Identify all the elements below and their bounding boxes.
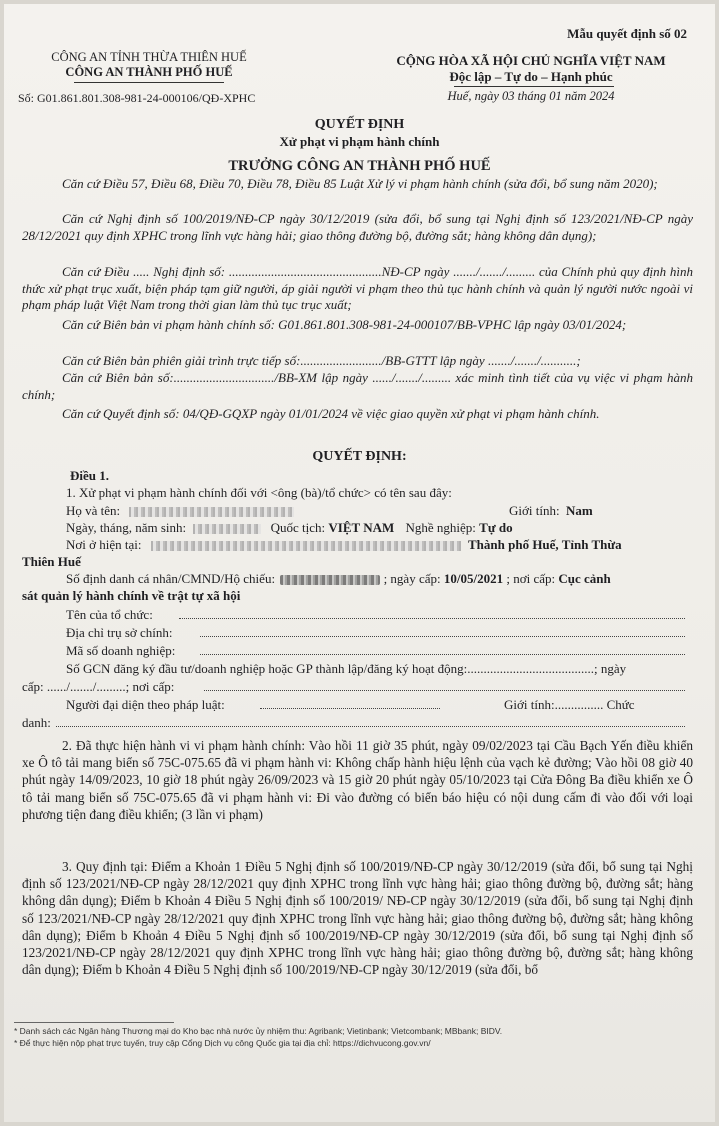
item1-intro: 1. Xử phạt vi phạm hành chính đối với <ông (bà)/tổ chức> có tên sau đây: [66, 485, 452, 500]
org-address-label: Địa chỉ trụ sở chính: [66, 625, 173, 640]
id-issue-date: 10/05/2021 [443, 571, 504, 586]
org-gcn-blank [204, 690, 685, 691]
redacted-address [151, 541, 461, 551]
gender-value: Nam [566, 503, 593, 518]
rep-gender: Giới tính:............... Chức [504, 697, 635, 712]
id-row [66, 571, 691, 588]
address-value: Thành phố Huế, Tỉnh Thừa [468, 537, 622, 552]
org-name-label: Tên của tổ chức: [66, 607, 153, 622]
country-name: CỘNG HÒA XÃ HỘI CHỦ NGHĨA VIỆT NAM [396, 53, 666, 68]
issuing-authority: TRƯỞNG CÔNG AN THÀNH PHỐ HUẾ [228, 158, 491, 174]
preamble-6: Căn cứ Biên bản số:.............................../BB-XM lập ngày ....../......./......... xác minh tình tiết của vụ việc vi phạm hành chính; [22, 370, 693, 402]
rep-label: Người đại diện theo pháp luật: [66, 697, 225, 712]
org-code-label: Mã số doanh nghiệp: [66, 643, 176, 658]
job-label: Nghề nghiệp: [405, 520, 476, 535]
gender-label: Giới tính: [509, 503, 560, 518]
org-address-blank [200, 636, 685, 637]
preamble-4: Căn cứ Biên bản vi phạm hành chính số: G01.861.801.308-981-24-000107/BB-VPHC lập ngày 03/01/2024; [62, 317, 627, 332]
violation-description: 2. Đã thực hiện hành vi vi phạm hành chính: Vào hồi 11 giờ 35 phút, ngày 09/02/2023 tại Cầu Bạch Yến điều khiển xe Ô tô tải mang biển số 75C-075.65 đã vi phạm hành vi: Không chấp hành hiệu lệnh của vạch kẻ đường; Vào hồi 08 giờ 40 phút ngày 14/09/2023, 10 giờ 18 phút ngày 26/09/2023 và 15 giờ 20 phút ngày 05/10/2023 tại Cửa Đông Ba điều khiển xe Ô tô tải mang biển số 75C-075.65 đã vi phạm hành vi: Đi vào đường có biển báo hiệu có nội dung cấm đi vào đối với loại phương tiện đang điều khiển; (3 lần vi phạm) [22, 738, 693, 822]
form-number: Mẫu quyết định số 02 [567, 26, 687, 41]
org-code-blank [200, 654, 685, 655]
legal-basis: 3. Quy định tại: Điểm a Khoản 1 Điều 5 Nghị định số 100/2019/NĐ-CP ngày 30/12/2019 (sửa đổi, bổ sung tại Nghị định số 123/2021/NĐ-CP ngày 28/12/2021 quy định XPHC trong lĩnh vực hàng hải; giao thông đường bộ, đường sắt; hàng không dân dụng); Điểm b Khoản 4 Điều 5 Nghị định số 100/2019/ NĐ-CP ngày 30/12/2019 (sửa đổi, bổ sung tại Nghị định số 123/2021/NĐ-CP ngày 28/12/2021 quy định XPHC trong lĩnh vực hàng hải; giao thông đường bộ, đường sắt; hàng không dân dụng); Điểm b Khoản 4 Điều 5 Nghị định số 100/2019/NĐ-CP ngày 30/12/2019 (sửa đổi, bổ sung tại Nghị định số 123/2021/NĐ-CP ngày 28/12/2021 quy định XPHC trong lĩnh vực hàng hải; giao thông đường bộ, đường sắt; hàng không dân dụng); Điểm b Khoản 4 Điều 5 Nghị định số 100/2019/NĐ-CP ngày 30/12/2019 (sửa đổi, bổ [22, 859, 693, 978]
preamble-3: Căn cứ Điều ..... Nghị định số: ...............................................NĐ-CP ngày ......./......./......... của Chính phủ quy định hình thức xử phạt trục xuất, biện pháp tạm giữ người, áp giải người vi phạm theo thủ tục hành chính và quản lý người nước ngoài vi phạm pháp luật Việt Nam trong thời gian làm thủ tục trục xuất; [22, 264, 693, 313]
address-value-2: Thiên Huế [22, 554, 81, 569]
document-page [4, 4, 715, 1122]
org-gcn-row-2 [22, 679, 691, 696]
dob-row [66, 520, 691, 537]
redacted-id [280, 575, 380, 585]
agency-name: CÔNG AN THÀNH PHỐ HUẾ [65, 65, 233, 79]
rep-blank [260, 708, 440, 709]
decision-heading: QUYẾT ĐỊNH: [312, 449, 407, 464]
article-1: Điều 1. [70, 468, 109, 483]
org-name-blank [179, 618, 685, 619]
id-issue-place-label: ; nơi cấp: [506, 571, 556, 586]
org-code-row [66, 643, 691, 660]
nationality-value: VIỆT NAM [328, 520, 395, 535]
org-name-row [66, 607, 691, 624]
footnote-divider [14, 1022, 174, 1023]
id-issue-label: ; ngày cấp: [383, 571, 441, 586]
name-row [66, 503, 691, 520]
rep-row [66, 697, 691, 714]
redacted-name [129, 507, 294, 517]
rep-title-blank [56, 726, 685, 727]
redacted-dob [193, 524, 261, 534]
org-gcn-row: Số GCN đăng ký đầu tư/doanh nghiệp hoặc GP thành lập/đăng ký hoạt động:.......................................; ngày [66, 661, 627, 676]
dob-label: Ngày, tháng, năm sinh: [66, 520, 187, 535]
org-address-row [66, 625, 691, 642]
address-row [66, 537, 691, 554]
rep-title-row [22, 715, 691, 732]
preamble-1: Căn cứ Điều 57, Điều 68, Điều 70, Điều 78, Điều 85 Luật Xử lý vi phạm hành chính (sửa đổi, bổ sung năm 2020); [62, 176, 658, 191]
preamble-2: Căn cứ Nghị định số 100/2019/NĐ-CP ngày 30/12/2019 (sửa đổi, bổ sung tại Nghị định số 123/2021/NĐ-CP ngày 28/12/2021 quy định XPHC trong lĩnh vực hàng hải; giao thông đường bộ, đường sắt; hàng không dân dụng); [22, 211, 693, 243]
id-issue-place: Cục cảnh [558, 571, 611, 586]
address-label: Nơi ở hiện tại: [66, 537, 142, 552]
footnote-online-payment: * Để thực hiện nộp phạt trực tuyến, truy cập Cổng Dịch vụ công Quốc gia tại địa chỉ: https://dichvucong.gov.vn/ [14, 1038, 431, 1048]
name-label: Họ và tên: [66, 503, 121, 518]
agency-parent: CÔNG AN TỈNH THỪA THIÊN HUẾ [51, 50, 247, 64]
rep-title-label: danh: [22, 715, 51, 730]
motto-underline [454, 86, 614, 87]
id-issue-place-2: sát quản lý hành chính về trật tự xã hội [22, 588, 241, 603]
place-date: Huế, ngày 03 tháng 01 năm 2024 [447, 89, 615, 103]
document-subtitle: Xử phạt vi phạm hành chính [279, 134, 440, 149]
document-number: Số: G01.861.801.308-981-24-000106/QĐ-XPHC [18, 91, 256, 105]
footnote-banks: * Danh sách các Ngân hàng Thương mại do Kho bạc nhà nước ủy nhiệm thu: Agribank; Vietinbank; Vietcombank; MBbank; BIDV. [14, 1026, 503, 1036]
agency-underline [74, 82, 224, 83]
job-value: Tự do [479, 520, 513, 535]
preamble-7: Căn cứ Quyết định số: 04/QĐ-GQXP ngày 01/01/2024 về việc giao quyền xử phạt vi phạm hành chính. [62, 406, 600, 421]
nationality-label: Quốc tịch: [270, 520, 326, 535]
id-label: Số định danh cá nhân/CMND/Hộ chiếu: [66, 571, 276, 586]
org-gcn-issue: cấp: ....../......./.........; nơi cấp: [22, 679, 175, 694]
national-motto: Độc lập – Tự do – Hạnh phúc [449, 69, 613, 84]
preamble-5: Căn cứ Biên bản phiên giải trình trực tiếp số:........................./BB-GTTT lập ngày ......./......./...........; [62, 353, 581, 368]
document-title: QUYẾT ĐỊNH [314, 117, 405, 132]
